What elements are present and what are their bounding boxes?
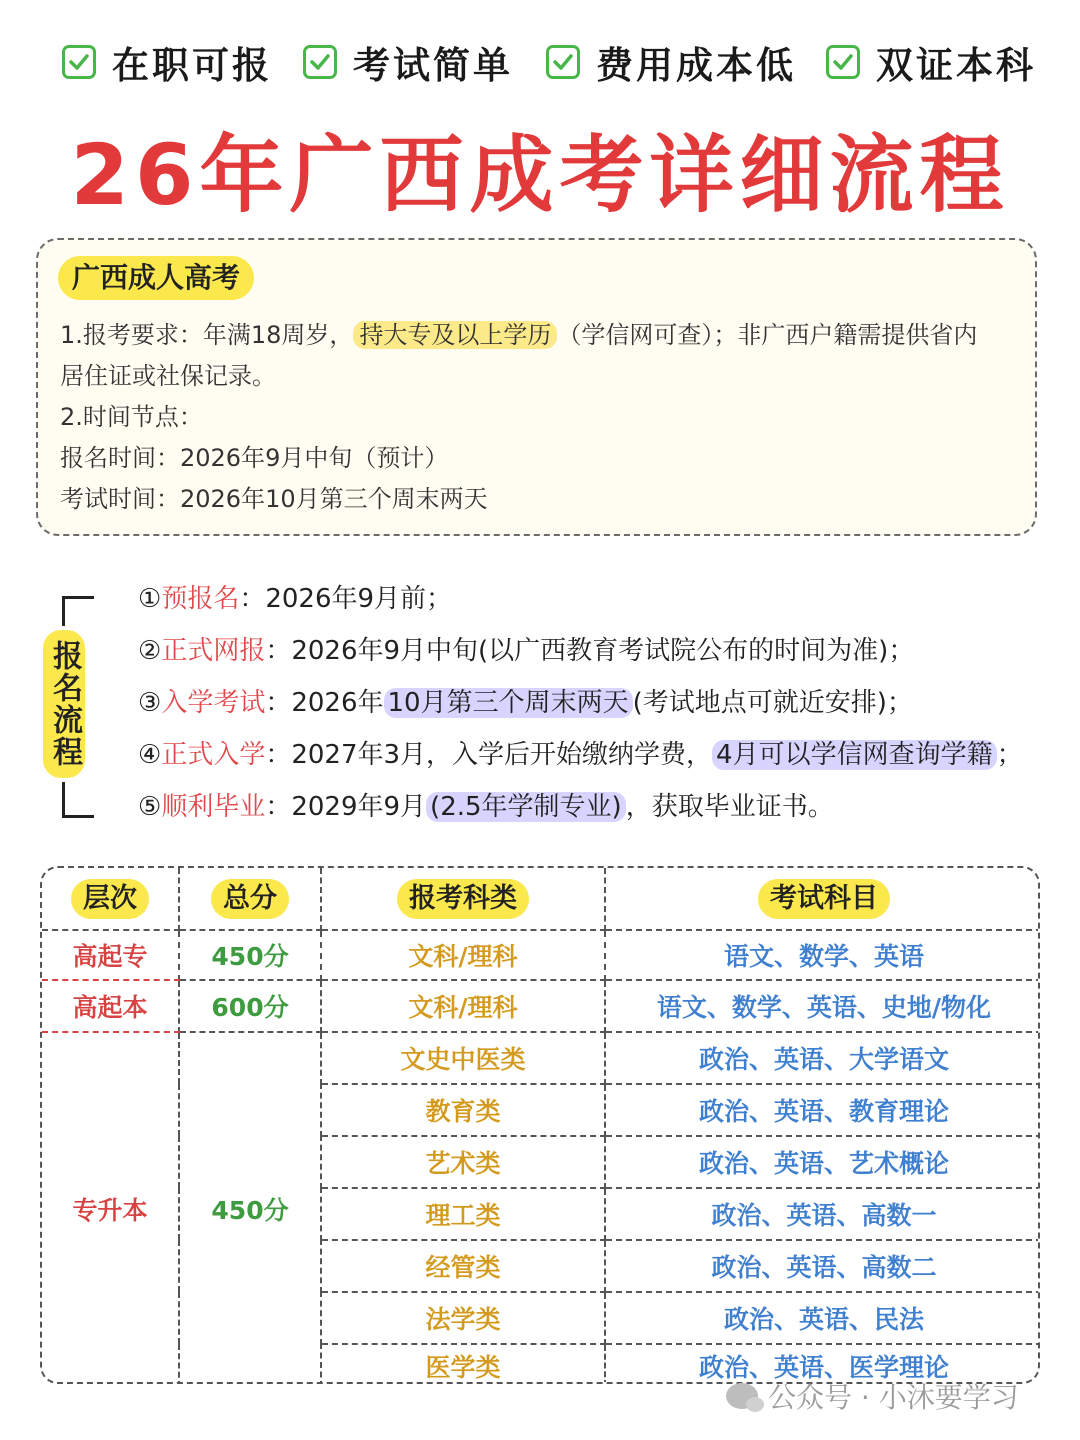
subject-table	[40, 866, 1040, 1384]
table-row	[42, 930, 1040, 980]
step-text: ：2026年9月前；	[239, 584, 453, 614]
process-label-text: 报名流程	[47, 640, 82, 768]
requirement-suffix: （学信网可查）；非广西户籍需提供省内	[557, 321, 978, 349]
category-cell: 经管类	[321, 1240, 605, 1292]
requirement-continuation: 居住证或社保记录。	[60, 362, 276, 390]
requirement-line	[60, 320, 977, 350]
step-number: ①	[138, 584, 162, 614]
check-icon	[303, 45, 337, 79]
process-step	[138, 686, 913, 720]
intro-tag: 广西成人高考	[58, 256, 254, 300]
category-cell: 医学类	[321, 1344, 605, 1384]
watermark-text: 公众号 · 小沐要学习	[768, 1381, 1019, 1414]
feature-item	[826, 34, 1036, 90]
score-cell: 450分	[179, 1032, 321, 1384]
subjects-cell: 政治、英语、高数一	[605, 1188, 1040, 1240]
page-title: 26年广西成考详细流程	[70, 126, 1010, 224]
header-level: 层次	[71, 879, 149, 919]
process-step	[138, 790, 834, 824]
level-cell: 高起专	[42, 930, 179, 980]
header-category: 报考科类	[397, 879, 529, 919]
table-header-cell	[42, 868, 179, 930]
bracket-bottom	[62, 815, 94, 818]
level-cell: 专升本	[42, 1032, 179, 1384]
step-key: 顺利毕业	[161, 792, 266, 822]
step-highlight: 4月可以学信网查询学籍	[712, 740, 997, 770]
step-text: ：2026年9月中旬(以广西教育考试院公布的时间为准)；	[265, 636, 915, 666]
feature-row	[0, 34, 1080, 90]
process-step	[138, 634, 914, 668]
step-number: ④	[138, 740, 162, 770]
category-cell: 文史中医类	[321, 1032, 605, 1084]
category-cell: 法学类	[321, 1292, 605, 1344]
feature-label: 费用成本低	[596, 44, 796, 87]
step-text-after: ，获取毕业证书。	[625, 792, 834, 822]
process-step	[138, 738, 1023, 772]
category-cell: 教育类	[321, 1084, 605, 1136]
feature-item	[546, 34, 796, 90]
feature-label: 考试简单	[353, 44, 513, 87]
watermark	[726, 1376, 1019, 1416]
step-number: ②	[138, 636, 162, 666]
category-cell: 文科/理科	[321, 930, 605, 980]
subjects-cell: 政治、英语、艺术概论	[605, 1136, 1040, 1188]
step-key: 正式网报	[161, 636, 266, 666]
category-cell: 文科/理科	[321, 980, 605, 1032]
bracket-line	[62, 782, 65, 818]
table-header-cell	[179, 868, 321, 930]
subjects-cell: 语文、数学、英语	[605, 930, 1040, 980]
header-subjects: 考试科目	[758, 879, 890, 919]
score-cell: 450分	[179, 930, 321, 980]
category-cell: 艺术类	[321, 1136, 605, 1188]
exam-time: 考试时间：2026年10月第三个周末两天	[60, 485, 488, 513]
table-row	[42, 980, 1040, 1032]
step-text-after: (考试地点可就近安排)；	[632, 688, 913, 718]
score-cell: 600分	[179, 980, 321, 1032]
step-key: 预报名	[161, 584, 240, 614]
table-header-cell	[321, 868, 605, 930]
signup-time: 报名时间：2026年9月中旬（预计）	[60, 444, 449, 472]
level-cell: 高起本	[42, 980, 179, 1032]
feature-label: 在职可报	[112, 44, 272, 87]
header-score: 总分	[211, 879, 289, 919]
step-number: ③	[138, 688, 162, 718]
bracket-top	[62, 596, 94, 599]
requirement-prefix: 1.报考要求：年满18周岁，	[60, 321, 354, 349]
bracket-line	[62, 596, 65, 626]
subjects-cell: 政治、英语、教育理论	[605, 1084, 1040, 1136]
subjects-cell: 政治、英语、高数二	[605, 1240, 1040, 1292]
subjects-cell: 政治、英语、大学语文	[605, 1032, 1040, 1084]
category-cell: 理工类	[321, 1188, 605, 1240]
step-text: ：2027年3月，入学后开始缴纳学费，	[265, 740, 713, 770]
check-icon	[62, 45, 96, 79]
step-key: 正式入学	[161, 740, 266, 770]
step-highlight: 10月第三个周末两天	[384, 688, 633, 718]
step-text: ：2026年	[265, 688, 384, 718]
feature-label: 双证本科	[876, 44, 1036, 87]
subjects-cell: 政治、英语、民法	[605, 1292, 1040, 1344]
subject-table-grid	[42, 868, 1040, 1384]
step-key: 入学考试	[161, 688, 266, 718]
process-label	[43, 630, 85, 778]
step-number: ⑤	[138, 792, 162, 822]
wechat-icon	[726, 1383, 758, 1409]
check-icon	[546, 45, 580, 79]
feature-item	[62, 34, 272, 90]
table-header-row	[42, 868, 1040, 930]
step-highlight: (2.5年学制专业)	[426, 792, 626, 822]
time-title: 2.时间节点：	[60, 403, 203, 431]
subjects-cell: 政治、英语、医学理论	[605, 1344, 1040, 1384]
table-row	[42, 1032, 1040, 1084]
subjects-cell: 语文、数学、英语、史地/物化	[605, 980, 1040, 1032]
table-header-cell	[605, 868, 1040, 930]
check-icon	[826, 45, 860, 79]
process-step	[138, 582, 452, 616]
step-text: ：2029年9月	[265, 792, 427, 822]
step-text-after: ；	[996, 740, 1023, 770]
feature-item	[303, 34, 513, 90]
requirement-highlight: 持大专及以上学历	[353, 321, 557, 349]
